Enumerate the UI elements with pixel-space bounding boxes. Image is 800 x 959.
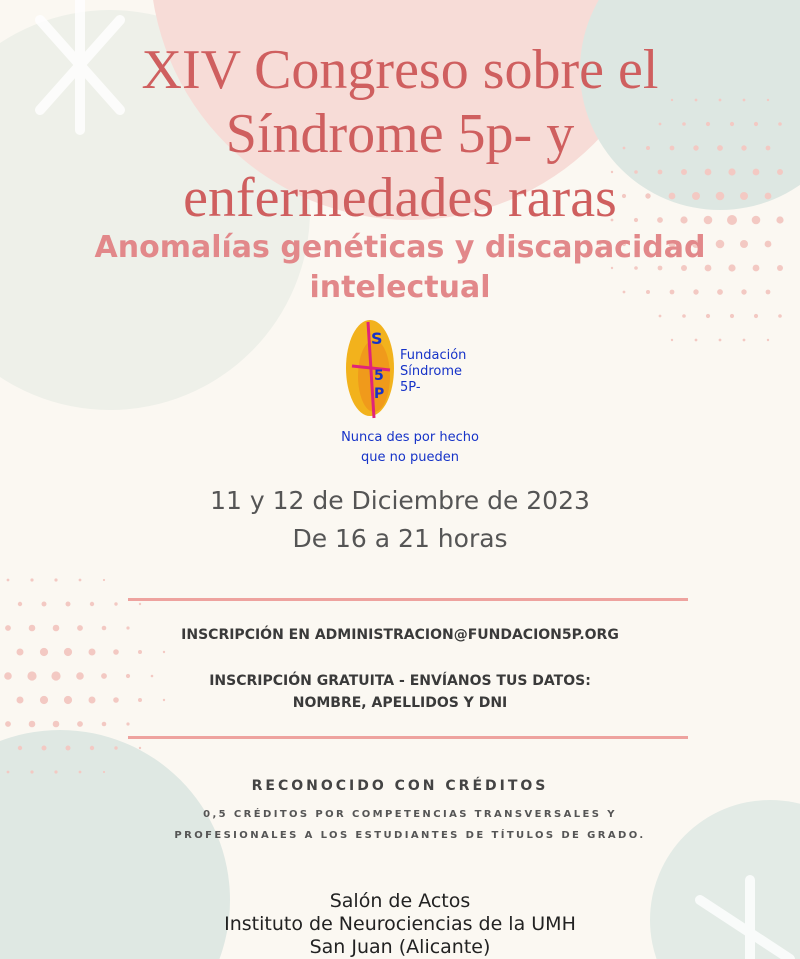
logo-org-name xyxy=(400,348,466,396)
event-dates xyxy=(0,482,800,558)
tagline-line-2: que no pueden xyxy=(361,450,459,465)
tagline-line-1: Nunca des por hecho xyxy=(341,430,479,445)
subtitle-line-1: Anomalías genéticas y discapacidad xyxy=(94,230,706,265)
title-line-1: XIV Congreso sobre el xyxy=(141,39,659,101)
registration-free xyxy=(0,670,800,714)
registration-free-line-1: INSCRIPCIÓN GRATUITA - ENVÍANOS TUS DATOS: xyxy=(209,673,591,689)
credits-title: RECONOCIDO CON CRÉDITOS xyxy=(251,778,549,794)
logo-tagline xyxy=(330,428,490,468)
logo-emblem xyxy=(344,318,404,422)
logo-letter-p: P xyxy=(374,386,385,402)
event-days: 11 y 12 de Diciembre de 2023 xyxy=(210,486,590,515)
logo-org-line-1: Fundación xyxy=(400,348,467,363)
venue-line-2: Instituto de Neurociencias de la UMH xyxy=(224,913,576,935)
venue-line-1: Salón de Actos xyxy=(329,890,471,912)
divider-bottom xyxy=(128,736,688,739)
title-line-3: enfermedades raras xyxy=(183,167,617,229)
subtitle-line-2: intelectual xyxy=(309,270,491,305)
title-line-2: Síndrome 5p- y xyxy=(225,103,575,165)
logo-org-line-2: Síndrome xyxy=(400,364,463,379)
event-subtitle xyxy=(0,228,800,308)
venue xyxy=(0,890,800,959)
foundation-logo xyxy=(330,318,490,468)
event-title xyxy=(0,38,800,230)
registration-email xyxy=(0,624,800,646)
divider-top xyxy=(128,598,688,601)
venue-line-3: San Juan (Alicante) xyxy=(309,936,491,958)
credits-description: 0,5 CRÉDITOS POR COMPETENCIAS TRANSVERSALES Y PROFESIONALES A LOS ESTUDIANTES DE TÍTULOS DE GRADO. xyxy=(174,809,646,841)
logo-org-line-3: 5P- xyxy=(400,380,421,395)
logo-digit-5: 5 xyxy=(374,368,384,384)
event-hours: De 16 a 21 horas xyxy=(292,524,508,553)
registration-email-text: INSCRIPCIÓN EN ADMINISTRACION@FUNDACION5P.ORG xyxy=(181,627,619,643)
logo-letter-s: S xyxy=(371,329,383,348)
registration-free-line-2: NOMBRE, APELLIDOS Y DNI xyxy=(292,695,508,711)
